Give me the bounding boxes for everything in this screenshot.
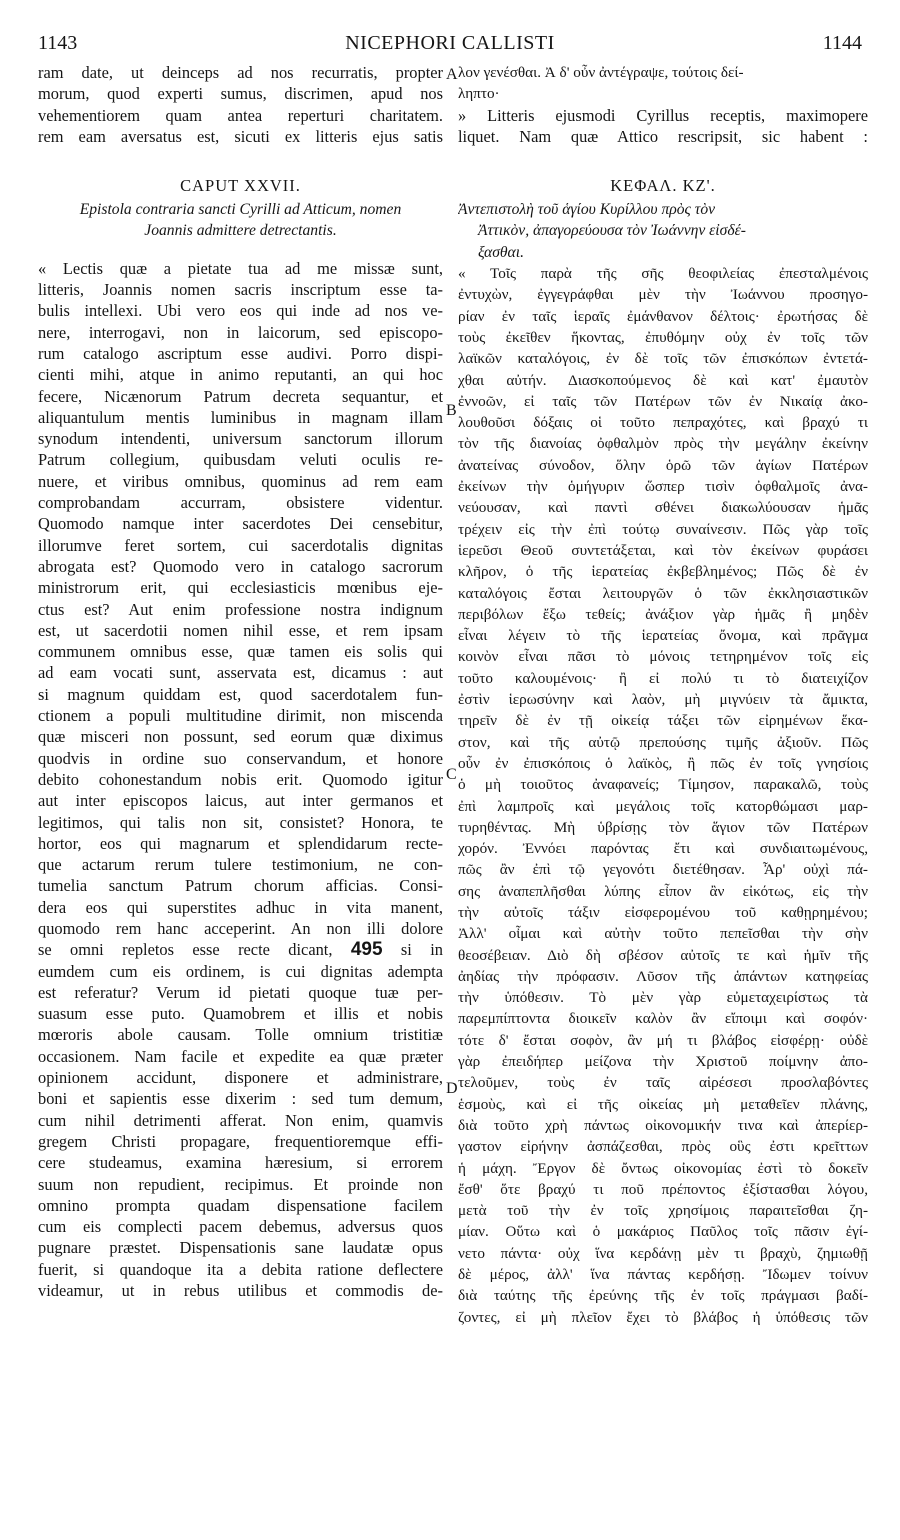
greek-intro	[458, 62, 868, 147]
text-line: quæ misceri non possunt, sed eorum quæ diximus	[38, 727, 443, 747]
text-line: Quomodo namque inter sacerdotes Dei censebitur,	[38, 514, 443, 534]
text-line: fuerit, si quandoque ita a debita ratione deflectere	[38, 1259, 443, 1279]
text-line: mœroris abole causam. Tolle omnium tristitiæ	[38, 1025, 443, 1045]
text-line: ἐκείνων τὴν ὁμήγυριν ὥσπερ τισὶν ὀφθαλμοῖς ἀνα-	[458, 478, 868, 496]
text-line: ἐννοῶν, εἰ ταῖς τῶν Πατέρων τῶν ἐν Νικαίᾳ ἀκο-	[458, 392, 868, 410]
text-line: cienti mihi, atque in animo reputanti, an qui hoc	[38, 365, 443, 385]
text-line: comprobandam accurram, obsistere videntur.	[38, 493, 443, 513]
text-line: ζοντες, εἰ μὴ πλεῖον ἔχει τὸ βλάβος ἡ ὑπόθεσις τῶν	[458, 1308, 868, 1326]
page-number-right: 1144	[822, 32, 862, 54]
greek-intro-line: λον γενέσθαι. Ἀ δ' οὖν ἀντέγραψε, τούτοις δεί-	[458, 64, 744, 81]
text-line: ἐπὶ λαμπροῖς καὶ μεγάλοις τοῖς κατορθώμασι μαρ-	[458, 797, 868, 815]
margin-letter-c: C	[446, 766, 457, 783]
greek-body	[458, 263, 868, 1328]
text-line: cere studeamus, examina hæresium, si errorem	[38, 1153, 443, 1173]
latin-body	[38, 258, 443, 1302]
latin-note-line: liquet. Nam quæ Attico rescripsit, sic habent :	[458, 126, 868, 146]
text-line: ρίαν ἐν ταῖς ἱεραῖς ἐμάνθανον δέλτοις· ἐρωτήσας δὲ	[458, 307, 868, 325]
text-line: aliquantulum mentis luminibus in magnam illam	[38, 407, 443, 427]
text-line: ἡ μάχη. Ἔργον δὲ ὄντως οἰκονομίας ἐστὶ τὸ δοκεῖν	[458, 1159, 868, 1177]
latin-intro-line: ram date, ut deinceps ad nos recurratis, propter	[38, 63, 443, 82]
latin-intro-line: rem eam aversatus est, sicuti ex litteris ejus satis	[38, 126, 443, 146]
text-line: videamur, ut in rebus utilibus et commodis de-	[38, 1281, 443, 1301]
text-line: νεύουσαν, καὶ παντὶ σθένει διακωλύουσαν ἡμᾶς	[458, 499, 868, 517]
text-line: δὲ μέρος, ἀλλ' ἵνα πάντας κερδήσῃ. Ἴδωμεν τοίνυν	[458, 1266, 868, 1284]
latin-chapter-heading: CAPUT XXVII.	[180, 176, 301, 196]
text-line: nere, interrogavi, non in laicorum, sed episcopo-	[38, 322, 443, 342]
text-line: est referatur? Verum id pietati quoque tuæ per-	[38, 982, 443, 1002]
text-line: ἔσθ' ὅτε βραχύ τι ποῦ πρέποντος ἐξίστασθαι λόγου,	[458, 1180, 868, 1198]
text-line: κλῆρον, ὁ τῆς ἱερατείας ἐκβεβλημένος; Πῶς δὲ ἐν	[458, 563, 868, 581]
text-line: καταλόγοις ἔσται λειτουργῶν ὁ τῶν ἐκκλησιαστικῶν	[458, 584, 868, 602]
text-line: ἐστὶν ἱερωσύνην καὶ λαὸν, μὴ μιγνύειν τὰ ἄμικτα,	[458, 691, 868, 709]
running-title: NICEPHORI CALLISTI	[345, 32, 555, 54]
text-line: que actarum rerum tulere testimonium, ne con-	[38, 855, 443, 875]
text-line: διὰ τοῦτο χρὴ πάντως οἰκονομικήν τινα καὶ ἀπερίερ-	[458, 1116, 868, 1134]
latin-subtitle-line: Joannis admittere detrectantis.	[144, 222, 337, 240]
text-line: « Τοῖς παρὰ τῆς σῆς θεοφιλείας ἐπεσταλμένοις	[458, 265, 868, 283]
text-line: opinionem accidunt, disponere et administrare,	[38, 1068, 443, 1088]
text-line: legitimos, qui talis non sit, consistet? Honora, te	[38, 812, 443, 832]
greek-subtitle-line: Ἀττικὸν, ἀπαγορεύουσα τὸν Ἰωάννην εἰσδέ-	[478, 222, 746, 240]
text-line: rum catalogo ascriptum esse audivi. Porro dispi-	[38, 343, 443, 363]
text-line: γὰρ ἐπειδήπερ μείζονα τὴν Χριστοῦ ποίμνην ἀπο-	[458, 1053, 868, 1071]
text-line: gregem Christi propagare, frequentioremque effi-	[38, 1131, 443, 1151]
text-line: τοὺς ἐκεῖθεν ἥκοντας, ἐπυθόμην οὐχ ἐν τοῖς τῶν	[458, 328, 868, 346]
text-line: τυρηθέντας. Μὴ ὑβρίσῃς τὸν ἅγιον τῶν Πατέρων	[458, 818, 868, 836]
text-line: λαϊκῶν καταλόγοις, ἐν δὲ τοῖς τῶν ἐπισκόπων ἐντετά-	[458, 350, 868, 368]
text-line: τὸν τῆς διανοίας ὀφθαλμὸν πρὸς τὴν μεγάλην ἐκείνην	[458, 435, 868, 453]
text-line: Patrum collegium, quibusdam veluti oculis re-	[38, 450, 443, 470]
text-line: τοῦτο καλουμένοις· ἢ εἰ πολύ τι τὸ διατειχίζον	[458, 669, 868, 687]
margin-letter-a: A	[446, 66, 458, 83]
text-line: boni et sapientis esse dixerim : sed tum demum,	[38, 1089, 443, 1109]
text-line: θεοσέβειαν. Διὸ δὴ σβέσον αὐτοῖς τε καὶ ἡμῖν τῆς	[458, 946, 868, 964]
text-line: ctionem a populi multitudine dirimit, non miscenda	[38, 706, 443, 726]
margin-letter-b: B	[446, 402, 457, 419]
text-line: περιβόλων ἔξω τεθείς; ἀνάξιον γὰρ ἡμᾶς ἢ μηδὲν	[458, 605, 868, 623]
text-line: ctus est? Aut enim professione nostra indignum	[38, 599, 443, 619]
text-line: διὰ ταύτης τῆς ἐρεύνης τῆς ἐν τοῖς πράγμασι βαδί-	[458, 1287, 868, 1305]
text-line: litteris, Joannis nomen sacris inscriptum esse ta-	[38, 280, 443, 300]
greek-subtitle-line: Ἀντεπιστολὴ τοῦ ἁγίου Κυρίλλου πρὸς τὸν	[458, 201, 716, 219]
text-line: est, ut sacerdotii nomen nihil esse, et rem ipsam	[38, 620, 443, 640]
text-line: ὁ μὴ τοιοῦτος ἀναφανείς; Τίμησον, παρακαλῶ, τοὺς	[458, 776, 868, 794]
text-line: suasum esse puto. Quamobrem et illis et nobis	[38, 1004, 443, 1024]
text-line: κοινὸν εἶναι πᾶσι τὸ μόνοις τετηρημένον τοῖς εἰς	[458, 648, 868, 666]
text-line: τηρεῖν δὲ ἐν τῇ οἰκείᾳ τάξει τῶν εἰρημένων ἕκα-	[458, 712, 868, 730]
text-line: cum nihil detrimenti afferat. Non enim, quamvis	[38, 1110, 443, 1130]
text-line: hortor, eos qui magnarum et splendidarum recte-	[38, 833, 443, 853]
text-line: cum eis complecti pacem debemus, adversus quos	[38, 1217, 443, 1237]
text-line: abrogata est? Quomodo vero in catalogo sacrorum	[38, 556, 443, 576]
text-line-tail: si in	[400, 940, 443, 960]
text-line: omnino prompta quadam dispensatione facilem	[38, 1195, 443, 1215]
text-line: communem omnibus esse, quæ tamen eis solis qui	[38, 642, 443, 662]
text-line: τότε δ' ἔσται σοφὸν, ἂν μή τι βλάβος εἰσφέρῃ· οὐδὲ	[458, 1031, 868, 1049]
text-line: γαστον εἰρήνην ἀσπάζεσθαι, πρὸς οὓς ἐστι κρεῖττων	[458, 1138, 868, 1156]
text-line: σης ἀναπεπλῆσθαι λύπης εἶπον ἂν εἰκότως, εἰς τὴν	[458, 882, 868, 900]
text-line: « Lectis quæ a pietate tua ad me missæ sunt,	[38, 258, 443, 278]
text-line: ἀνατείνας σύνοδον, ὅλην ὁρῶ τῶν ἁγίων Πατέρων	[458, 456, 868, 474]
text-line: μετὰ τοῦ τὴν ἐν τοῖς χρησίμοις παραιτεῖσθαι ζη-	[458, 1202, 868, 1220]
text-line: τελοῦμεν, τοὺς ἐν ταῖς αἱρέσεσι προσλαβόντες	[458, 1074, 868, 1092]
text-line: ἑσμοὺς, καὶ εἰ τῆς οἰκείας μὴ μεταθεῖεν πλάνης,	[458, 1095, 868, 1113]
latin-intro	[38, 62, 443, 147]
text-line: illorumve feret sortem, cui sacerdotalis dignitas	[38, 535, 443, 555]
greek-intro-line: ληπτο·	[458, 85, 500, 103]
text-line: debito cohonestandum nobis erit. Quomodo igitur	[38, 769, 443, 789]
text-line: dera eos qui superstites adhuc in vita manent,	[38, 897, 443, 917]
text-line: Ἀλλ' οἶμαι καὶ αὐτὴν τοῦτο πεπεῖσθαι τὴν σὴν	[458, 925, 868, 943]
page-number-left: 1143	[38, 32, 78, 54]
text-line: fecere, Nicænorum Patrum decreta sequantur, et	[38, 386, 443, 406]
text-line: χορόν. Ἐννόει παρόντας ἔτι καὶ συνδιαιτωμένους,	[458, 840, 868, 858]
latin-note-line: » Litteris ejusmodi Cyrillus receptis, maximopere	[458, 105, 868, 125]
text-line: pugnare præstet. Dispensationis sane laudatæ opus	[38, 1238, 443, 1258]
text-line: στον, καὶ τῆς αὐτῷ πρεπούσης τιμῆς ἀξιοῦν. Πῶς	[458, 733, 868, 751]
margin-letter-d: D	[446, 1080, 458, 1097]
text-line: παρεμπίπτοντα διοικεῖν καλὸν ἂν εἴποιμι καὶ σοφόν·	[458, 1010, 868, 1028]
text-line: eumdem cum eis ordinem, is cui dignitas adempta	[38, 961, 443, 981]
text-line: νετο πάντα· οὐχ ἵνα κερδάνῃ μὲν τι βραχὺ, ζημιωθῇ	[458, 1244, 868, 1262]
text-line: synodum intendenti, universum sanctorum illorum	[38, 429, 443, 449]
text-line: occasionem. Nam facile et expedite ea quæ præter	[38, 1046, 443, 1066]
greek-subtitle-line: ξασθαι.	[478, 243, 524, 261]
column-number-marker: 495	[350, 939, 383, 961]
text-line: ἀηδίας τὴν πρόφασιν. Λῦσον τῆς ἁπάντων κατηφείας	[458, 967, 868, 985]
text-line: nuere, et viribus omnibus, quominus ad rem eam	[38, 471, 443, 491]
text-line: τὴν αὐτοῖς τάξιν εἰσφερομένου τοῦ καθῃρημένου;	[458, 903, 868, 921]
text-line: bulis intellexi. Ubi vero eos qui inde ad nos ve-	[38, 301, 443, 321]
greek-chapter-heading: ΚΕΦΑΛ. ΚΖ'.	[610, 176, 716, 196]
latin-column	[38, 62, 443, 1301]
text-line: πῶς ἂν ἐπὶ τῷ γεγονότι διετέθησαν. Ἆρ' οὐχὶ πά-	[458, 861, 868, 879]
page-header	[38, 32, 862, 58]
text-line: εἶναι λέγειν τὸ τῆς ἱερατείας ὄνομα, καὶ πρᾶγμα	[458, 627, 868, 645]
text-line: quomodo rem hanc acceperint. An non illi dolore	[38, 918, 443, 938]
text-line: λουθοῦσι δόξαις οἱ τοῦτο πεπραχότες, καὶ βραχύ τι	[458, 414, 868, 432]
text-line: οὖν ἐν ἐπισκόποις ὁ λαϊκὸς, ἢ πῶς ἐν τοῖς γνησίοις	[458, 754, 868, 772]
latin-intro-line: vehementiorem quam antea reperturi charitatem.	[38, 105, 443, 125]
text-line: si magnum quiddam est, quod sacerdotalem fun-	[38, 684, 443, 704]
greek-column	[458, 62, 868, 1328]
text-line: se omni repletos esse recte dicant, 495 si in	[38, 939, 443, 961]
text-line: suum non repudient, recipimus. Et proinde non	[38, 1174, 443, 1194]
text-line: ἱερεῦσι Θεοῦ συντετάξεται, καὶ τὸν ἐκείνων φυράσει	[458, 541, 868, 559]
text-line: quodvis in ordine suo conservandum, et honore	[38, 748, 443, 768]
text-line: τὴν ὑπόθεσιν. Τὸ μὲν γὰρ εὐμεταχειρίστως τὰ	[458, 989, 868, 1007]
text-line: ministrorum erit, qui ecclesiasticis mœnibus eje-	[38, 578, 443, 598]
text-line: ad eam vocati sunt, asservata est, dicamus : aut	[38, 663, 443, 683]
text-line: ἐντυχὼν, ἐγγεγράφθαι μὲν τὴν Ἰωάννου προσηγο-	[458, 286, 868, 304]
text-line: χθαι αὐτήν. Διασκοπούμενος δὲ καὶ κατ' ἐμαυτὸν	[458, 371, 868, 389]
text-line: tumelia sanctum Patrum chorum afficias. Consi-	[38, 876, 443, 896]
text-line: τρέχειν εἰς τὴν ἐπὶ τούτῳ συναίνεσιν. Πῶς γὰρ τοῖς	[458, 520, 868, 538]
text-line: aut inter episcopos laicus, aut inter germanos et	[38, 791, 443, 811]
latin-intro-line: morum, quod experti sumus, discrimen, apud nos	[38, 84, 443, 104]
latin-subtitle-line: Epistola contraria sancti Cyrilli ad Atticum, nomen	[79, 201, 402, 219]
text-line: μίαν. Οὕτω καὶ ὁ μακάριος Παῦλος τοῖς πᾶσιν ἐγί-	[458, 1223, 868, 1241]
